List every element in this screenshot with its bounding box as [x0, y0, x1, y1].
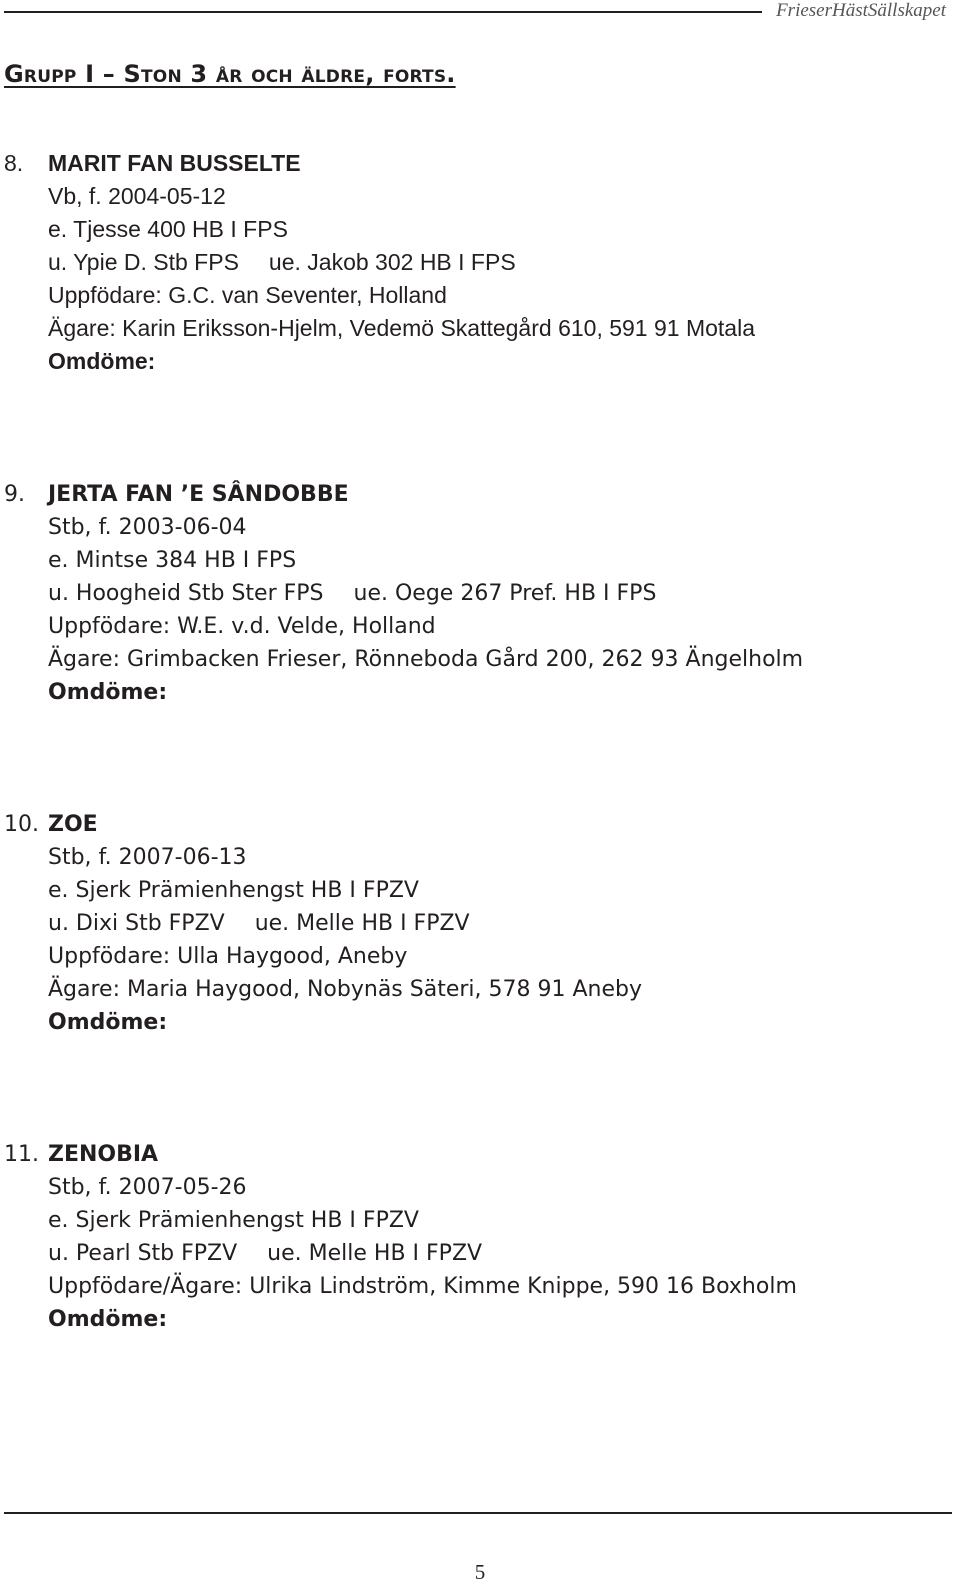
birth-line: Stb, f. 2003-06-04: [48, 515, 247, 540]
omdome-label: Omdöme:: [48, 680, 168, 705]
sire-line: e. Mintse 384 HB I FPS: [48, 548, 297, 573]
breeder-owner-line: Uppfödare/Ägare: Ulrika Lindström, Kimme Knippe, 590 16 Boxholm: [48, 1274, 797, 1299]
horse-name: ZENOBIA: [48, 1142, 159, 1167]
birth-line: Vb, f. 2004-05-12: [48, 183, 226, 209]
owner-line: Ägare: Karin Eriksson-Hjelm, Vedemö Skattegård 610, 591 91 Motala: [48, 315, 755, 341]
breeder-line: Uppfödare: W.E. v.d. Velde, Holland: [48, 614, 436, 639]
dam: u. Hoogheid Stb Ster FPS: [48, 581, 324, 606]
dam-line: [48, 907, 642, 940]
dam-sire: ue. Melle HB I FPZV: [254, 911, 470, 936]
dam-line: [48, 246, 755, 279]
dam: u. Ypie D. Stb FPS: [48, 249, 239, 275]
entry-number: 11.: [4, 1142, 39, 1167]
sire-line: e. Sjerk Prämienhengst HB I FPZV: [48, 1208, 419, 1233]
omdome-label: Omdöme:: [48, 1010, 168, 1035]
dam-sire: ue. Jakob 302 HB I FPS: [268, 249, 516, 275]
header-brand: FrieserHästSällskapet: [776, 0, 946, 21]
dam-line: [48, 577, 803, 610]
dam-sire: ue. Oege 267 Pref. HB I FPS: [353, 581, 657, 606]
page-number: 5: [474, 1560, 486, 1584]
section-title: Grupp I – Ston 3 år och äldre, forts.: [4, 60, 456, 88]
horse-name: MARIT FAN BUSSELTE: [48, 150, 301, 176]
dam: u. Pearl Stb FPZV: [48, 1241, 238, 1266]
owner-line: Ägare: Grimbacken Frieser, Rönneboda Gård 200, 262 93 Ängelholm: [48, 647, 804, 672]
breeder-line: Uppfödare: G.C. van Seventer, Holland: [48, 282, 447, 308]
horse-name: ZOE: [48, 812, 98, 837]
omdome-label: Omdöme:: [48, 1307, 168, 1332]
entry-number: 8.: [4, 150, 24, 176]
breeder-line: Uppfödare: Ulla Haygood, Aneby: [48, 944, 408, 969]
horse-name: JERTA FAN ’E SÂNDOBBE: [48, 482, 349, 507]
owner-line: Ägare: Maria Haygood, Nobynäs Säteri, 578 91 Aneby: [48, 977, 642, 1002]
dam: u. Dixi Stb FPZV: [48, 911, 225, 936]
dam-sire: ue. Melle HB I FPZV: [267, 1241, 483, 1266]
sire-line: e. Tjesse 400 HB I FPS: [48, 216, 288, 242]
omdome-label: Omdöme:: [48, 348, 156, 374]
header-rule: [4, 11, 762, 13]
sire-line: e. Sjerk Prämienhengst HB I FPZV: [48, 878, 419, 903]
entry-number: 10.: [4, 812, 39, 837]
birth-line: Stb, f. 2007-06-13: [48, 845, 247, 870]
footer-rule: [4, 1512, 952, 1514]
birth-line: Stb, f. 2007-05-26: [48, 1175, 247, 1200]
dam-line: [48, 1237, 797, 1270]
entry-number: 9.: [4, 482, 25, 507]
